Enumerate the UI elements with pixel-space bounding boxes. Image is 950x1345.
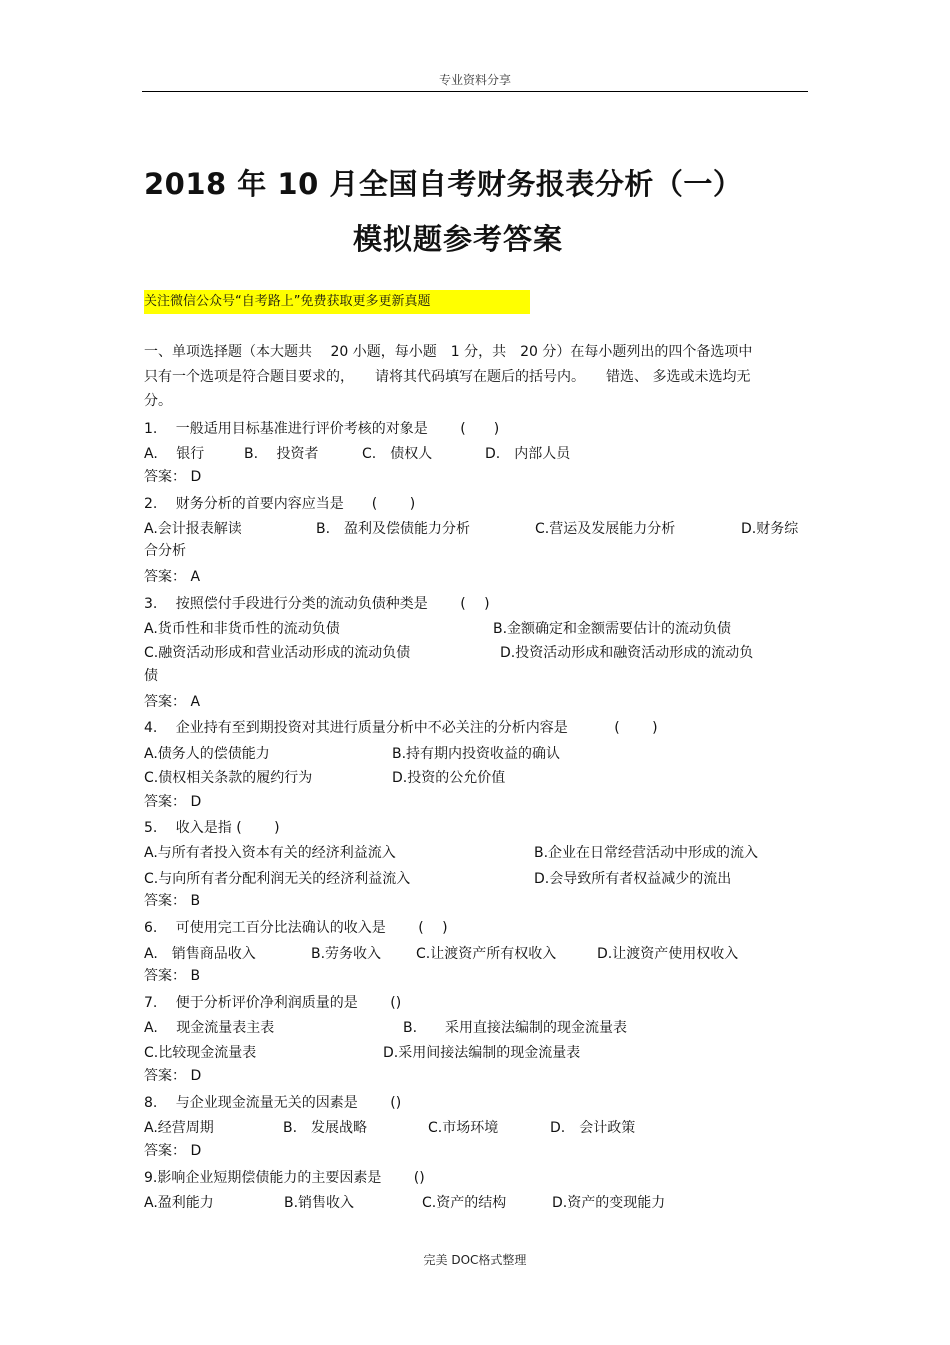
option: C.与向所有者分配利润无关的经济利益流入 [144,871,411,887]
options-row [144,1019,810,1037]
option: D.会导致所有者权益减少的流出 [534,871,732,887]
option: D.投资的公允价值 [392,770,506,786]
option: C.债权相关条款的履约行为 [144,770,313,786]
option: A.盈利能力 [144,1195,214,1211]
section-intro-line: 只有一个选项是符合题目要求的， 请将其代码填写在题后的括号内。 错选、 多选或未选均无 [144,369,751,385]
option: B. 盈利及偿债能力分析 [316,521,471,537]
answer: 答案： D [144,1068,202,1084]
question-stem: 1. 一般适用目标基准进行评价考核的对象是 ( ) [144,421,500,437]
option: A.债务人的偿债能力 [144,746,270,762]
options-row [144,844,810,862]
option: A.经营周期 [144,1120,214,1136]
options-row [144,745,810,763]
option: D.让渡资产使用权收入 [597,946,739,962]
option: C.让渡资产所有权收入 [416,946,557,962]
options-row [144,945,810,963]
option-continuation: 合分析 [144,543,186,559]
option: D. 内部人员 [485,446,571,462]
document-title-line2: 模拟题参考答案 [353,222,564,256]
answer: 答案： D [144,794,202,810]
question-stem: 6. 可使用完工百分比法确认的收入是 ( ) [144,920,448,936]
option: A. 银行 [144,446,205,462]
options-row [144,644,810,662]
option: B. 投资者 [244,446,319,462]
option: C.资产的结构 [422,1195,507,1211]
option: B. 采用直接法编制的现金流量表 [403,1020,628,1036]
answer: 答案： B [144,893,201,909]
options-row [144,520,810,538]
option: B.企业在日常经营活动中形成的流入 [534,845,759,861]
option: D.采用间接法编制的现金流量表 [383,1045,581,1061]
option: D.财务综 [741,521,799,537]
section-intro-line: 分。 [144,393,172,409]
answer: 答案： A [144,569,201,585]
options-row [144,620,810,638]
page-footer: 完美 DOC格式整理 [423,1253,527,1267]
options-row [144,1044,810,1062]
option: D.资产的变现能力 [552,1195,666,1211]
section-intro-line: 一、单项选择题（本大题共 20 小题，每小题 1 分，共 20 分）在每小题列出的四个备选项中 [144,344,753,360]
option: C.比较现金流量表 [144,1045,257,1061]
document-title-line1: 2018 年 10 月全国自考财务报表分析（一） [144,167,743,201]
option: A. 现金流量表主表 [144,1020,275,1036]
option: B.持有期内投资收益的确认 [392,746,561,762]
question-stem: 4. 企业持有至到期投资对其进行质量分析中不必关注的分析内容是 ( ) [144,720,658,736]
answer: 答案： A [144,694,201,710]
option: B.金额确定和金额需要估计的流动负债 [493,621,732,637]
option: B.劳务收入 [311,946,382,962]
question-stem: 5. 收入是指 ( ) [144,820,280,836]
question-stem: 2. 财务分析的首要内容应当是 ( ) [144,496,416,512]
option: D.投资活动形成和融资活动形成的流动负 [500,645,754,661]
answer: 答案： D [144,469,202,485]
option: D. 会计政策 [550,1120,636,1136]
option: C. 债权人 [362,446,433,462]
header-divider [142,91,808,92]
option: C.融资活动形成和营业活动形成的流动负债 [144,645,411,661]
options-row [144,445,810,463]
option: A.会计报表解读 [144,521,242,537]
option: B.销售收入 [284,1195,355,1211]
option: B. 发展战略 [283,1120,368,1136]
options-row [144,870,810,888]
option-continuation: 债 [144,668,158,684]
answer: 答案： B [144,968,201,984]
options-row [144,1119,810,1137]
question-stem: 3. 按照偿付手段进行分类的流动负债种类是 ( ) [144,596,490,612]
answer: 答案： D [144,1143,202,1159]
option: C.市场环境 [428,1120,499,1136]
option: A.与所有者投入资本有关的经济利益流入 [144,845,396,861]
option: C.营运及发展能力分析 [535,521,676,537]
highlight-notice: 关注微信公众号“自考路上”免费获取更多更新真题 [144,290,530,314]
question-stem: 9.影响企业短期偿债能力的主要因素是 () [144,1170,425,1186]
options-row [144,1194,810,1212]
question-stem: 8. 与企业现金流量无关的因素是 () [144,1095,402,1111]
options-row [144,769,810,787]
question-stem: 7. 便于分析评价净利润质量的是 () [144,995,402,1011]
option: A. 销售商品收入 [144,946,256,962]
option: A.货币性和非货币性的流动负债 [144,621,340,637]
page-header: 专业资料分享 [438,73,511,87]
